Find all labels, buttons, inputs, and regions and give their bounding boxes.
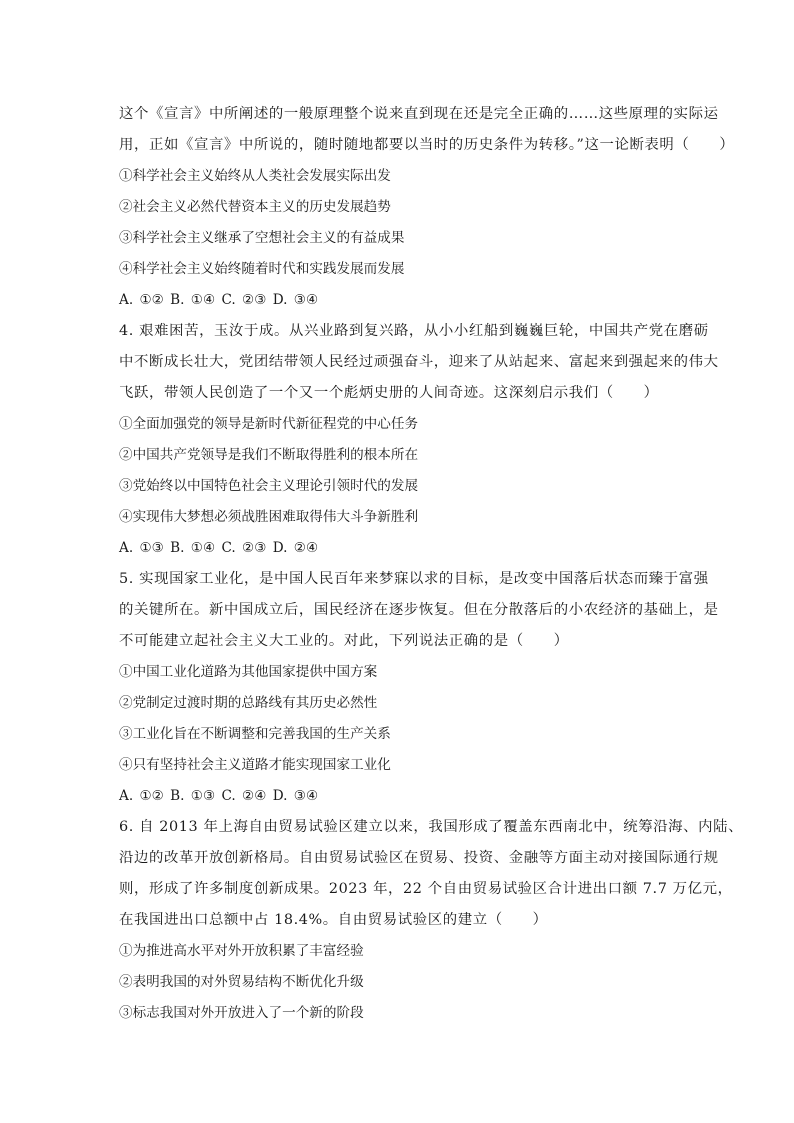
answer-choices: A. ①② B. ①③ C. ②④ D. ③④ [119,788,319,804]
option-line: ①中国工业化道路为其他国家提供中国方案 [119,664,378,680]
option-line: ④只有坚持社会主义道路才能实现国家工业化 [119,757,391,773]
question-6-text: 在我国进出口总额中占 18.4%。自由贸易试验区的建立（ ） [119,912,548,928]
option-line: ②社会主义必然代替资本主义的历史发展趋势 [119,199,391,215]
option-line: ②党制定过渡时期的总路线有其历史必然性 [119,695,378,711]
option-line: ①科学社会主义始终从人类社会发展实际出发 [119,168,391,184]
option-line: ④科学社会主义始终随着时代和实践发展而发展 [119,261,405,277]
option-line: ③标志我国对外开放进入了一个新的阶段 [119,1005,364,1021]
question-5-text: 的关键所在。新中国成立后，国民经济在逐步恢复。但在分散落后的小农经济的基础上，是 [119,602,719,618]
option-line: ①为推进高水平对外开放积累了丰富经验 [119,943,364,959]
question-6-text: 沿边的改革开放创新格局。自由贸易试验区在贸易、投资、金融等方面主动对接国际通行规 [119,850,719,866]
question-6-text: 则，形成了许多制度创新成果。2023 年，22 个自由贸易试验区合计进出口额 7.7 万亿元， [119,881,733,897]
option-line: ③科学社会主义继承了空想社会主义的有益成果 [119,230,405,246]
text-line: 用，正如《宣言》中所说的，随时随地都要以当时的历史条件为转移。”这一论断表明（ ） [119,137,735,153]
question-5-text: 5. 实现国家工业化，是中国人民百年来梦寐以求的目标，是改变中国落后状态而臻于富强 [119,571,709,587]
question-6-text: 6. 自 2013 年上海自由贸易试验区建立以来，我国形成了覆盖东西南北中，统筹沿海、内陆、 [119,819,744,835]
option-line: ③党始终以中国特色社会主义理论引领时代的发展 [119,478,419,494]
option-line: ③工业化旨在不断调整和完善我国的生产关系 [119,726,391,742]
answer-choices: A. ①② B. ①④ C. ②③ D. ③④ [119,292,319,308]
question-4-text: 飞跃，带领人民创造了一个又一个彪炳史册的人间奇迹。这深刻启示我们（ ） [119,385,659,401]
option-line: ①全面加强党的领导是新时代新征程党的中心任务 [119,416,419,432]
text-line: 这个《宣言》中所阐述的一般原理整个说来直到现在还是完全正确的……这些原理的实际运 [119,106,719,122]
option-line: ②中国共产党领导是我们不断取得胜利的根本所在 [119,447,419,463]
question-4-text: 4. 艰难困苦，玉汝于成。从兴业路到复兴路，从小小红船到巍巍巨轮，中国共产党在磨砺 [119,323,709,339]
answer-choices: A. ①③ B. ①④ C. ②③ D. ②④ [119,540,319,556]
option-line: ②表明我国的对外贸易结构不断优化升级 [119,974,364,990]
option-line: ④实现伟大梦想必须战胜困难取得伟大斗争新胜利 [119,509,419,525]
question-4-text: 中不断成长壮大，党团结带领人民经过顽强奋斗，迎来了从站起来、富起来到强起来的伟大 [119,354,719,370]
question-5-text: 不可能建立起社会主义大工业的。对此，下列说法正确的是（ ） [119,633,569,649]
